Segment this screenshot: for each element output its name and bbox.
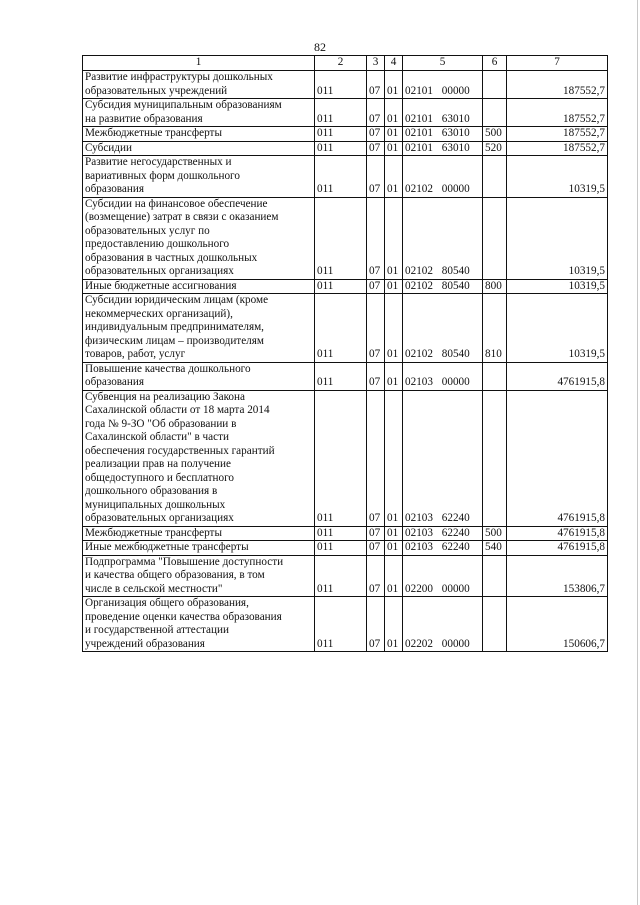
row-admin-code-cell: 011 xyxy=(315,294,367,363)
row-expense-type-cell xyxy=(483,197,507,279)
row-amount-cell: 4761915,8 xyxy=(507,362,608,390)
row-name-cell: Субвенция на реализацию Закона Сахалинской области от 18 марта 2014 года № 9-ЗО "Об образовании в Сахалинской области" в части обеспечения государственных гарантий реализации прав на получение общедоступного и бесплатного дошкольного образования в муниципальных дошкольных образовательных организациях xyxy=(83,390,315,526)
row-name-cell: Развитие инфраструктуры дошкольных образовательных учреждений xyxy=(83,71,315,99)
row-section-cell: 07 xyxy=(367,555,385,597)
row-amount-cell: 10319,5 xyxy=(507,156,608,198)
header-col-6: 6 xyxy=(483,56,507,71)
table-row xyxy=(83,279,608,294)
row-amount-cell: 4761915,8 xyxy=(507,390,608,526)
budget-table xyxy=(82,55,608,652)
row-subsection-cell: 01 xyxy=(385,99,403,127)
row-admin-code-cell: 011 xyxy=(315,99,367,127)
row-subsection-cell: 01 xyxy=(385,141,403,156)
row-target-article-cell: 02103 62240 xyxy=(403,526,483,541)
row-admin-code-cell: 011 xyxy=(315,362,367,390)
row-expense-type-cell: 520 xyxy=(483,141,507,156)
row-expense-type-cell xyxy=(483,99,507,127)
row-subsection-cell: 01 xyxy=(385,390,403,526)
table-row xyxy=(83,127,608,142)
row-target-article-cell: 02101 63010 xyxy=(403,127,483,142)
row-amount-cell: 10319,5 xyxy=(507,197,608,279)
row-subsection-cell: 01 xyxy=(385,362,403,390)
row-section-cell: 07 xyxy=(367,541,385,556)
table-row xyxy=(83,526,608,541)
row-target-article-cell: 02200 00000 xyxy=(403,555,483,597)
row-name-cell: Субсидии юридическим лицам (кроме некоммерческих организаций), индивидуальным предпринимателям, физическим лицам – производителям товаров, работ, услуг xyxy=(83,294,315,363)
row-amount-cell: 150606,7 xyxy=(507,597,608,652)
header-col-2: 2 xyxy=(315,56,367,71)
table-row xyxy=(83,294,608,363)
row-target-article-cell: 02102 00000 xyxy=(403,156,483,198)
row-section-cell: 07 xyxy=(367,362,385,390)
row-target-article-cell: 02101 63010 xyxy=(403,141,483,156)
row-expense-type-cell xyxy=(483,71,507,99)
row-target-article-cell: 02202 00000 xyxy=(403,597,483,652)
row-admin-code-cell: 011 xyxy=(315,555,367,597)
row-expense-type-cell: 500 xyxy=(483,127,507,142)
row-subsection-cell: 01 xyxy=(385,71,403,99)
row-section-cell: 07 xyxy=(367,526,385,541)
row-admin-code-cell: 011 xyxy=(315,541,367,556)
row-amount-cell: 4761915,8 xyxy=(507,526,608,541)
row-admin-code-cell: 011 xyxy=(315,71,367,99)
header-col-7: 7 xyxy=(507,56,608,71)
row-admin-code-cell: 011 xyxy=(315,597,367,652)
table-row xyxy=(83,197,608,279)
row-subsection-cell: 01 xyxy=(385,526,403,541)
header-col-3: 3 xyxy=(367,56,385,71)
row-expense-type-cell: 540 xyxy=(483,541,507,556)
table-row xyxy=(83,156,608,198)
row-subsection-cell: 01 xyxy=(385,597,403,652)
row-target-article-cell: 02102 80540 xyxy=(403,294,483,363)
row-name-cell: Межбюджетные трансферты xyxy=(83,127,315,142)
row-name-cell: Развитие негосударственных и вариативных форм дошкольного образования xyxy=(83,156,315,198)
table-row xyxy=(83,390,608,526)
row-admin-code-cell: 011 xyxy=(315,526,367,541)
row-subsection-cell: 01 xyxy=(385,555,403,597)
table-row xyxy=(83,541,608,556)
row-target-article-cell: 02103 62240 xyxy=(403,390,483,526)
row-amount-cell: 4761915,8 xyxy=(507,541,608,556)
header-col-4: 4 xyxy=(385,56,403,71)
row-admin-code-cell: 011 xyxy=(315,197,367,279)
header-row xyxy=(83,56,608,71)
table-row xyxy=(83,597,608,652)
scan-edge-line xyxy=(637,0,638,905)
row-name-cell: Организация общего образования, проведение оценки качества образования и государственной аттестации учреждений образования xyxy=(83,597,315,652)
row-amount-cell: 187552,7 xyxy=(507,141,608,156)
row-expense-type-cell: 800 xyxy=(483,279,507,294)
row-expense-type-cell xyxy=(483,555,507,597)
header-col-5: 5 xyxy=(403,56,483,71)
row-section-cell: 07 xyxy=(367,197,385,279)
row-section-cell: 07 xyxy=(367,294,385,363)
row-name-cell: Субсидии на финансовое обеспечение (возмещение) затрат в связи с оказанием образовательных услуг по предоставлению дошкольного образования в частных дошкольных образовательных организациях xyxy=(83,197,315,279)
row-admin-code-cell: 011 xyxy=(315,141,367,156)
row-admin-code-cell: 011 xyxy=(315,390,367,526)
table-row xyxy=(83,99,608,127)
row-target-article-cell: 02102 80540 xyxy=(403,197,483,279)
table-body xyxy=(83,71,608,652)
row-section-cell: 07 xyxy=(367,99,385,127)
row-target-article-cell: 02102 80540 xyxy=(403,279,483,294)
row-name-cell: Повышение качества дошкольного образования xyxy=(83,362,315,390)
row-expense-type-cell xyxy=(483,362,507,390)
row-subsection-cell: 01 xyxy=(385,294,403,363)
row-name-cell: Межбюджетные трансферты xyxy=(83,526,315,541)
row-expense-type-cell xyxy=(483,390,507,526)
row-name-cell: Иные межбюджетные трансферты xyxy=(83,541,315,556)
row-subsection-cell: 01 xyxy=(385,127,403,142)
row-section-cell: 07 xyxy=(367,141,385,156)
row-amount-cell: 10319,5 xyxy=(507,279,608,294)
row-amount-cell: 187552,7 xyxy=(507,127,608,142)
row-section-cell: 07 xyxy=(367,127,385,142)
row-expense-type-cell: 810 xyxy=(483,294,507,363)
page-number: 82 xyxy=(314,40,326,54)
row-amount-cell: 10319,5 xyxy=(507,294,608,363)
row-section-cell: 07 xyxy=(367,279,385,294)
row-target-article-cell: 02103 62240 xyxy=(403,541,483,556)
row-name-cell: Подпрограмма "Повышение доступности и качества общего образования, в том числе в сельской местности" xyxy=(83,555,315,597)
row-amount-cell: 187552,7 xyxy=(507,99,608,127)
row-subsection-cell: 01 xyxy=(385,541,403,556)
row-target-article-cell: 02101 63010 xyxy=(403,99,483,127)
header-col-1: 1 xyxy=(83,56,315,71)
row-expense-type-cell xyxy=(483,156,507,198)
row-expense-type-cell xyxy=(483,597,507,652)
row-admin-code-cell: 011 xyxy=(315,127,367,142)
row-target-article-cell: 02103 00000 xyxy=(403,362,483,390)
row-subsection-cell: 01 xyxy=(385,279,403,294)
row-section-cell: 07 xyxy=(367,71,385,99)
row-section-cell: 07 xyxy=(367,597,385,652)
row-name-cell: Иные бюджетные ассигнования xyxy=(83,279,315,294)
row-admin-code-cell: 011 xyxy=(315,156,367,198)
row-section-cell: 07 xyxy=(367,156,385,198)
table-row xyxy=(83,71,608,99)
row-expense-type-cell: 500 xyxy=(483,526,507,541)
row-target-article-cell: 02101 00000 xyxy=(403,71,483,99)
row-amount-cell: 187552,7 xyxy=(507,71,608,99)
table-row xyxy=(83,141,608,156)
table-row xyxy=(83,555,608,597)
row-name-cell: Субсидии xyxy=(83,141,315,156)
row-name-cell: Субсидия муниципальным образованиям на развитие образования xyxy=(83,99,315,127)
row-section-cell: 07 xyxy=(367,390,385,526)
row-amount-cell: 153806,7 xyxy=(507,555,608,597)
table-row xyxy=(83,362,608,390)
row-subsection-cell: 01 xyxy=(385,156,403,198)
row-admin-code-cell: 011 xyxy=(315,279,367,294)
row-subsection-cell: 01 xyxy=(385,197,403,279)
